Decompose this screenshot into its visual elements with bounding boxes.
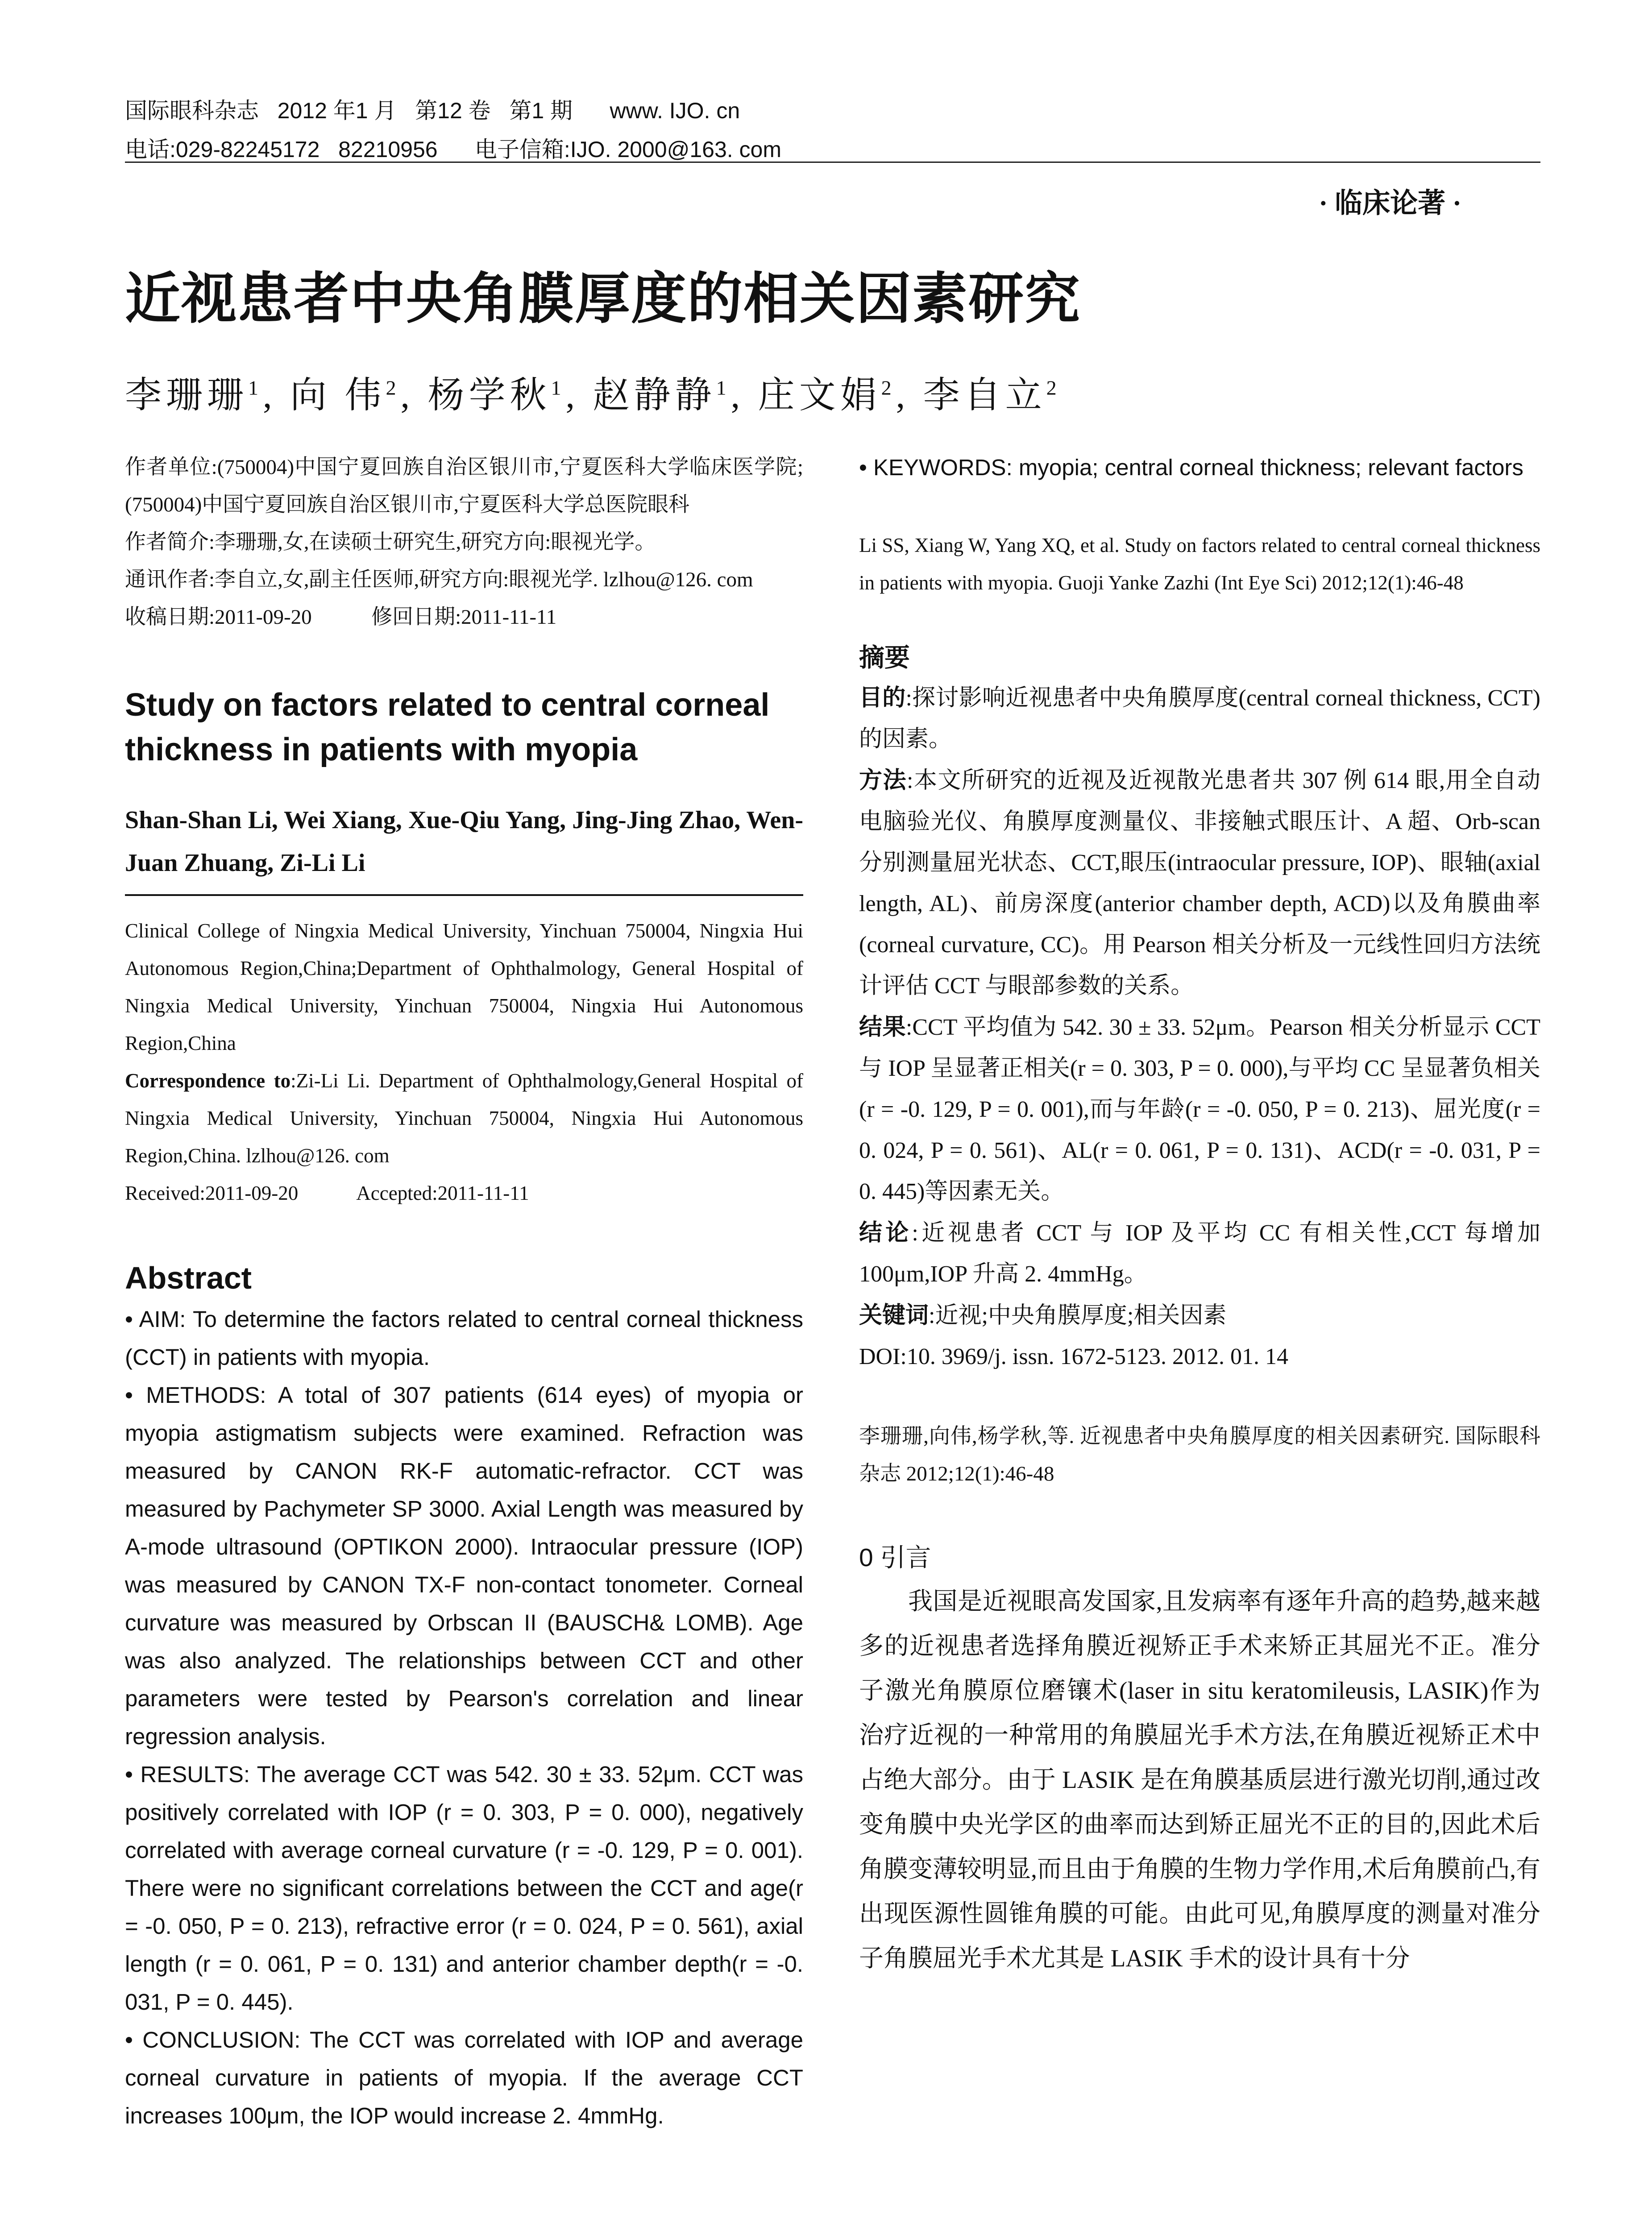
- author-bio-cn: 作者简介:李珊珊,女,在读硕士研究生,研究方向:眼视光学。: [125, 531, 656, 554]
- author-affiliation-cn: 作者单位:(750004)中国宁夏回族自治区银川市,宁夏医科大学临床医学院;(750004)中国宁夏回族自治区银川市,宁夏医科大学总医院眼科: [125, 456, 803, 516]
- doi: DOI:10. 3969/j. issn. 1672-5123. 2012. 01. 14: [859, 1344, 1288, 1369]
- zhaiyao-heading: 摘要: [859, 643, 910, 672]
- zhaiyao-objective-text: :探讨影响近视患者中央角膜厚度(central corneal thickness, CCT)的因素。: [859, 685, 1540, 752]
- author-separator: ,: [731, 375, 745, 415]
- running-header-journal-line: 国际眼科杂志 2012 年1 月 第12 卷 第1 期 www. IJO. cn: [125, 98, 740, 123]
- correspondence-en-text: :Zi-Li Li. Department of Ophthalmology,General Hospital of Ningxia Medical University, Yinchuan 750004, Ningxia Hui Autonomous Region,China. lzlhou@126. com: [125, 1070, 803, 1167]
- article-title-cn: 近视患者中央角膜厚度的相关因素研究: [125, 268, 1081, 330]
- section-0-paragraph: 我国是近视眼高发国家,且发病率有逐年升高的趋势,越来越多的近视患者选择角膜近视矫正手术来矫正其屈光不正。准分子激光角膜原位磨镶术(laser in situ keratomileusis, LASIK)作为治疗近视的一种常用的角膜屈光手术方法,在角膜近视矫正术中占绝大部分。由于 LASIK 是在角膜基质层进行激光切削,通过改变角膜中央光学区的曲率而达到矫正屈光不正的目的,因此术后角膜变薄较明显,而且由于角膜的生物力学作用,术后角膜前凸,有出现医源性圆锥角膜的可能。由此可见,角膜厚度的测量对准分子角膜屈光手术尤其是 LASIK 手术的设计具有十分: [859, 1588, 1540, 1972]
- author-affiliation-mark: 1: [551, 376, 566, 399]
- citation-cn: 李珊珊,向伟,杨学秋,等. 近视患者中央角膜厚度的相关因素研究. 国际眼科杂志 2012;12(1):46-48: [859, 1425, 1540, 1485]
- author-separator: ,: [896, 375, 910, 415]
- zhaiyao-methods: [859, 760, 1540, 1007]
- abstract-aim-label: • AIM: [125, 1306, 180, 1332]
- zhaiyao-objective: [859, 677, 1540, 760]
- abstract-methods-label: • METHODS: [125, 1382, 260, 1408]
- author-list-cn: [125, 366, 1061, 418]
- zhaiyao-results-text: :CCT 平均值为 542. 30 ± 33. 52μm。Pearson 相关分析显示 CCT 与 IOP 呈显著正相关(r = 0. 303, P = 0. 000),与平均 CC 呈显著负相关(r = -0. 129, P = 0. 001),而与年龄(r = -0. 050, P = 0. 213)、屈光度(r = 0. 024, P = 0. 561)、AL(r = 0. 061, P = 0. 131)、ACD(r = -0. 031, P = 0. 445)等因素无关。: [859, 1015, 1540, 1204]
- abstract-conclusion: [125, 2021, 803, 2135]
- zhaiyao-objective-label: 目的: [859, 685, 906, 711]
- author-name: 杨学秋: [428, 375, 551, 415]
- zhaiyao-results-label: 结果: [859, 1014, 906, 1040]
- article-title-en: Study on factors related to central corneal thickness in patients with myopia: [125, 687, 770, 767]
- section-tag: · 临床论著 ·: [1319, 188, 1462, 219]
- left-column: [125, 448, 803, 2135]
- abstract-conclusion-text: : The CCT was correlated with IOP and average corneal curvature in patients of myopia. If the average CCT increases 100μm, the IOP would increase 2. 4mmHg.: [125, 2027, 803, 2128]
- author-list-en: Shan-Shan Li, Wei Xiang, Xue-Qiu Yang, Jing-Jing Zhao, Wen-Juan Zhuang, Zi-Li Li: [125, 806, 803, 877]
- zhaiyao-keywords: [859, 1295, 1540, 1336]
- authors-rule: [125, 894, 803, 896]
- header-rule: [125, 162, 1540, 163]
- author-affiliation-mark: 2: [881, 376, 896, 399]
- author-name: 庄文娟: [758, 375, 881, 415]
- corresponding-author-cn: 通讯作者:李自立,女,副主任医师,研究方向:眼视光学. lzlhou@126. com: [125, 568, 753, 591]
- abstract-keywords-label: • KEYWORDS: [859, 455, 1006, 480]
- dates-cn: [125, 598, 803, 636]
- zhaiyao-keywords-text: :近视;中央角膜厚度;相关因素: [929, 1303, 1227, 1328]
- zhaiyao-methods-text: :本文所研究的近视及近视散光患者共 307 例 614 眼,用全自动电脑验光仪、角膜厚度测量仪、非接触式眼压计、A 超、Orb-scan 分别测量屈光状态、CCT,眼压(intraocular pressure, IOP)、眼轴(axial length, AL)、前房深度(anterior chamber depth, ACD)以及角膜曲率(corneal curvature, CC)。用 Pearson 相关分析及一元线性回归方法统计评估 CCT 与眼部参数的关系。: [859, 768, 1540, 999]
- abstract-aim-text: : To determine the factors related to central corneal thickness (CCT) in patients with myopia.: [125, 1306, 803, 1370]
- abstract-results-text: : The average CCT was 542. 30 ± 33. 52μm. CCT was positively correlated with IOP (r = 0. 303, P = 0. 000), negatively correlated with average corneal curvature (r = -0. 129, P = 0. 001). There were no significant correlations between the CCT and age(r = -0. 050, P = 0. 213), refractive error (r = 0. 024, P = 0. 561), axial length (r = 0. 061, P = 0. 131) and anterior chamber depth(r = -0. 031, P = 0. 445).: [125, 1762, 804, 2015]
- author-separator: ,: [263, 375, 277, 415]
- zhaiyao-keywords-label: 关键词: [859, 1302, 929, 1328]
- author-name: 李自立: [923, 375, 1046, 415]
- author-affiliation-mark: 2: [386, 376, 401, 399]
- author-separator: ,: [565, 375, 580, 415]
- zhaiyao-conclusion-text: :近视患者 CCT 与 IOP 及平均 CC 有相关性,CCT 每增加 100μm,IOP 升高 2. 4mmHg。: [859, 1220, 1540, 1287]
- zhaiyao-methods-label: 方法: [859, 767, 907, 793]
- correspondence-en: [125, 1062, 803, 1174]
- abstract-heading: Abstract: [125, 1261, 252, 1295]
- abstract-results: [125, 1755, 803, 2021]
- abstract-results-label: • RESULTS: [125, 1762, 244, 1787]
- author-name: 赵静静: [593, 375, 716, 415]
- accepted-date-en: Accepted:2011-11-11: [356, 1182, 529, 1204]
- abstract-aim: [125, 1300, 803, 1376]
- right-column: [859, 448, 1540, 1981]
- abstract-methods-text: : A total of 307 patients (614 eyes) of myopia or myopia astigmatism subjects were examined. Refraction was measured by CANON RK-F automatic-refractor. CCT was measured by Pachymeter SP 3000. Axial Length was measured by A-mode ultrasound (OPTIKON 2000). Intraocular pressure (IOP) was measured by CANON TX-F non-contact tonometer. Corneal curvature was measured by Orbscan II (BAUSCH& LOMB). Age was also analyzed. The relationships between CCT and other parameters were tested by Pearson's correlation and linear regression analysis.: [125, 1382, 803, 1749]
- zhaiyao-conclusion-label: 结论: [859, 1220, 912, 1246]
- author-separator: ,: [400, 375, 415, 415]
- revised-date-cn: 修回日期:2011-11-11: [371, 605, 557, 629]
- zhaiyao-conclusion: [859, 1212, 1540, 1295]
- author-affiliation-mark: 1: [248, 376, 263, 399]
- abstract-conclusion-label: • CONCLUSION: [125, 2027, 295, 2053]
- running-header-contact-line: 电话:029-82245172 82210956 电子信箱:IJO. 2000@163. com: [125, 137, 782, 162]
- abstract-keywords: [859, 448, 1540, 486]
- abstract-methods: [125, 1376, 803, 1755]
- dates-en: [125, 1174, 803, 1212]
- author-affiliation-mark: 2: [1046, 376, 1061, 399]
- abstract-keywords-text: : myopia; central corneal thickness; relevant factors: [1006, 455, 1523, 480]
- author-name: 李珊珊: [125, 375, 249, 415]
- received-date-cn: 收稿日期:2011-09-20: [125, 605, 312, 629]
- received-date-en: Received:2011-09-20: [125, 1182, 299, 1204]
- zhaiyao-results: [859, 1007, 1540, 1212]
- author-name: 向 伟: [290, 375, 386, 415]
- affiliations-en: Clinical College of Ningxia Medical University, Yinchuan 750004, Ningxia Hui Autonomous Region,China;Department of Ophthalmology, General Hospital of Ningxia Medical University, Yinchuan 750004, Ningxia Hui Autonomous Region,China: [125, 920, 803, 1054]
- author-affiliation-mark: 1: [716, 376, 731, 399]
- citation-en: Li SS, Xiang W, Yang XQ, et al. Study on factors related to central corneal thickness in patients with myopia. Guoji Yanke Zazhi (Int Eye Sci) 2012;12(1):46-48: [859, 534, 1540, 594]
- section-0-heading: 0 引言: [859, 1543, 931, 1572]
- correspondence-en-label: Correspondence to: [125, 1070, 291, 1092]
